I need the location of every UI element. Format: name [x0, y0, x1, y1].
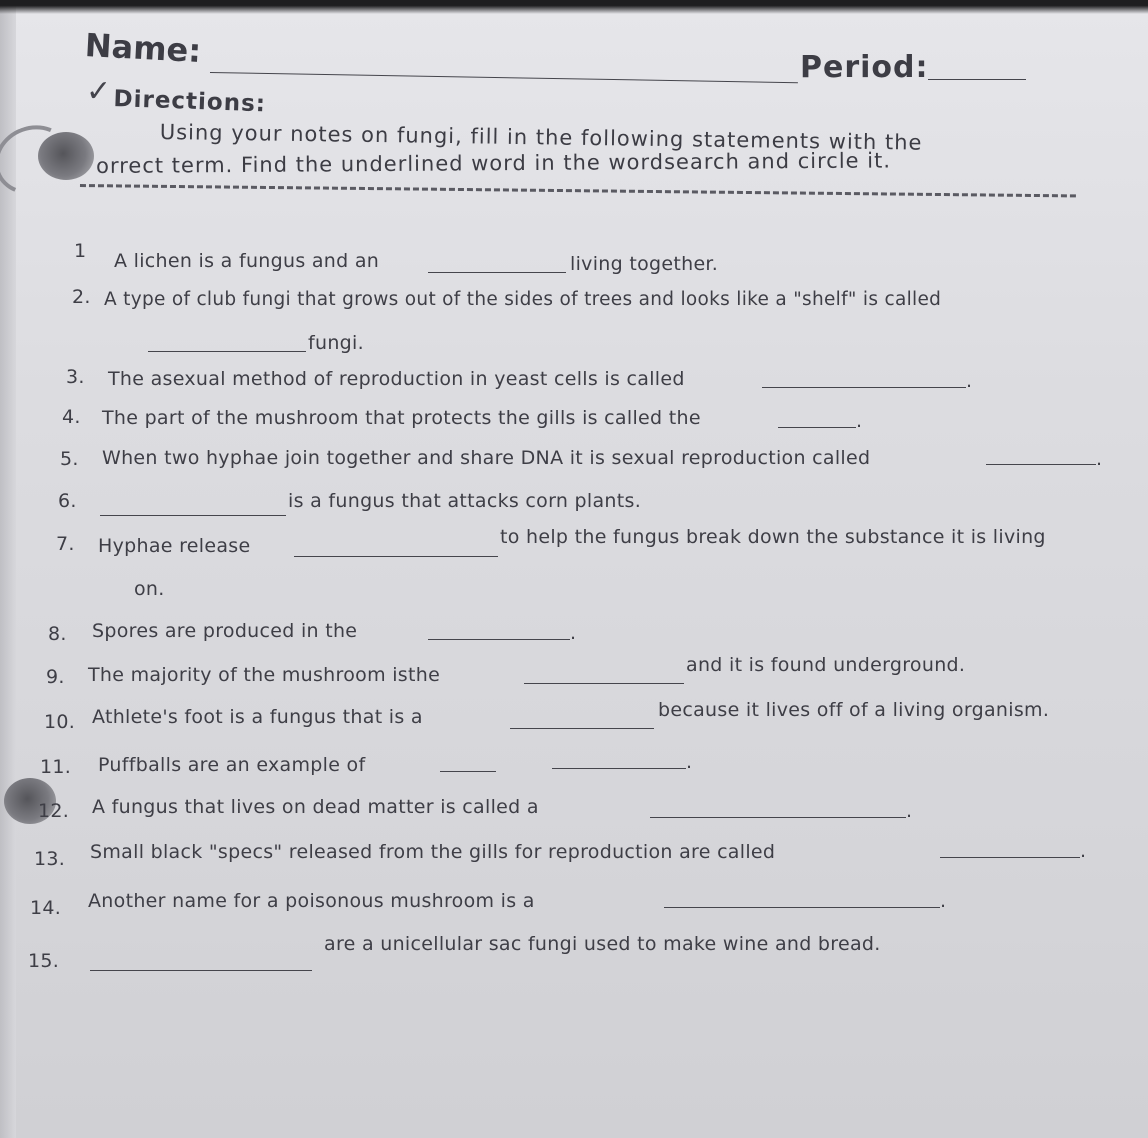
question-9-text: The majority of the mushroom isthe — [88, 664, 441, 686]
question-3-number: 3. — [66, 366, 85, 388]
question-9-blank[interactable] — [524, 683, 684, 684]
question-14-number: 14. — [30, 897, 62, 919]
question-2-text: A type of club fungi that grows out of the sides of trees and looks like a "shelf" is called — [104, 289, 942, 310]
question-12-text-after: . — [906, 800, 913, 822]
question-8-blank[interactable] — [428, 639, 570, 640]
question-13-text: Small black "specs" released from the gills for reproduction are called — [90, 841, 776, 863]
question-2-number: 2. — [72, 286, 91, 308]
question-1-blank[interactable] — [428, 272, 566, 273]
question-4-text-after: . — [856, 410, 863, 432]
question-14-blank[interactable] — [664, 907, 940, 908]
question-6-number: 6. — [58, 490, 77, 512]
question-1-text-after: living together. — [570, 253, 719, 275]
question-2-text-continuation: fungi. — [308, 332, 364, 354]
question-10-number: 10. — [44, 711, 76, 733]
question-7-text: Hyphae release — [98, 535, 251, 557]
question-4-number: 4. — [62, 406, 81, 428]
question-6-text-after: is a fungus that attacks corn plants. — [288, 490, 642, 512]
question-15-blank[interactable] — [90, 970, 312, 971]
question-15-number: 15. — [28, 950, 60, 972]
question-1-number: 1 — [74, 240, 87, 262]
question-4-blank[interactable] — [778, 427, 856, 428]
question-8-text-after: . — [570, 622, 577, 644]
question-11-blank-1[interactable] — [440, 771, 496, 772]
question-1-text: A lichen is a fungus and an — [114, 250, 380, 272]
check-mark-icon: ✓ — [86, 74, 112, 109]
question-14-text-after: . — [940, 890, 947, 912]
question-5-number: 5. — [60, 448, 79, 470]
question-12-text: A fungus that lives on dead matter is called a — [92, 796, 539, 818]
question-10-text-after: because it lives off of a living organism. — [658, 699, 1050, 721]
question-13-number: 13. — [34, 848, 66, 870]
name-label: Name: — [84, 26, 203, 71]
question-12-blank[interactable] — [650, 817, 906, 818]
period-label: Period: — [800, 50, 929, 85]
question-3-text-after: . — [966, 370, 973, 392]
question-13-text-after: . — [1080, 840, 1087, 862]
question-6-blank[interactable] — [100, 515, 286, 516]
question-12-number: 12. — [38, 800, 70, 822]
period-blank[interactable] — [928, 79, 1026, 80]
question-9-text-after: and it is found underground. — [686, 654, 966, 676]
directions-line-2: orrect term. Find the underlined word in the wordsearch and circle it. — [96, 148, 892, 178]
question-11-text: Puffballs are an example of — [98, 754, 366, 776]
directions-line-1: Using your notes on fungi, fill in the following statements with the — [159, 120, 923, 155]
question-11-text-after: . — [686, 751, 693, 773]
top-shadow — [0, 0, 1148, 14]
question-10-blank[interactable] — [510, 728, 654, 729]
question-10-text: Athlete's foot is a fungus that is a — [92, 706, 423, 728]
question-11-blank-2[interactable] — [552, 768, 686, 769]
question-8-number: 8. — [48, 623, 67, 645]
question-9-number: 9. — [46, 666, 65, 688]
question-14-text: Another name for a poisonous mushroom is a — [88, 890, 535, 912]
question-7-text-after: to help the fungus break down the substance it is living — [500, 526, 1046, 548]
question-2-blank[interactable] — [148, 351, 306, 352]
question-7-number: 7. — [56, 533, 75, 555]
question-3-text: The asexual method of reproduction in yeast cells is called — [108, 368, 685, 390]
question-11-number: 11. — [40, 756, 72, 778]
question-15-text-after: are a unicellular sac fungi used to make wine and bread. — [324, 933, 881, 955]
question-7-blank[interactable] — [294, 556, 498, 557]
question-8-text: Spores are produced in the — [92, 620, 358, 642]
directions-label: Directions: — [113, 86, 267, 118]
question-7-text-continuation: on. — [134, 578, 165, 600]
question-3-blank[interactable] — [762, 387, 966, 388]
question-5-text-after: . — [1096, 448, 1103, 470]
question-4-text: The part of the mushroom that protects the gills is called the — [102, 407, 701, 429]
question-13-blank[interactable] — [940, 857, 1080, 858]
question-5-text: When two hyphae join together and share DNA it is sexual reproduction called — [102, 447, 871, 469]
question-5-blank[interactable] — [986, 464, 1096, 465]
name-blank[interactable] — [210, 72, 798, 83]
directions-divider — [80, 184, 1076, 197]
